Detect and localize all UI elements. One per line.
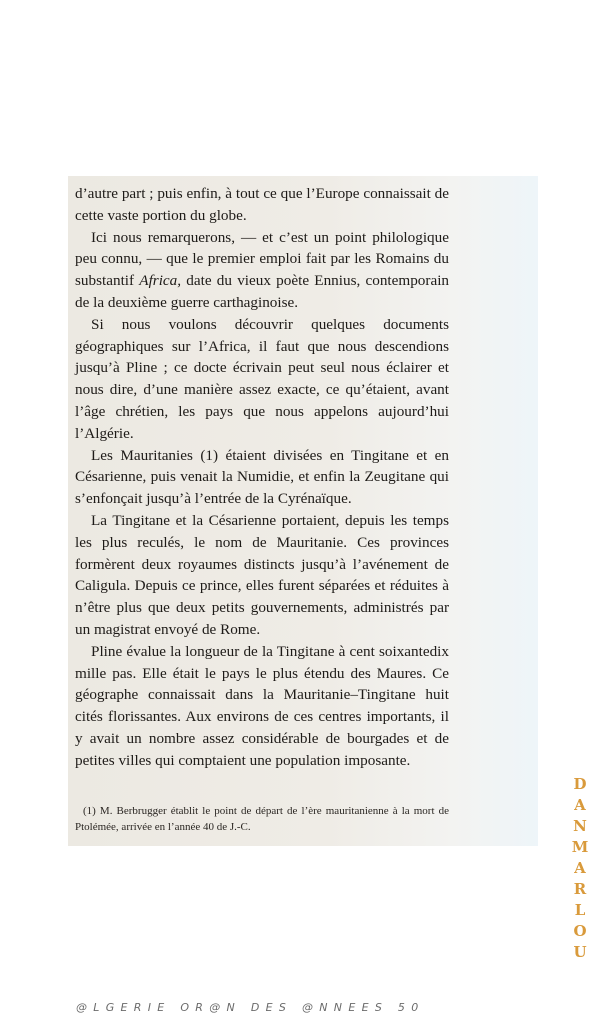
watermark-text: DANMARLOU xyxy=(571,775,589,964)
paragraph-5: La Tingitane et la Césarienne portaient, depuis les temps les plus reculés, le nom de Mauritanie. Ces provinces formèrent deux royaumes distincts jusqu’à l’avénement de Caligula. Depuis ce prince, elles furent séparées et réduites à n’être plus que deux petits gouvernements, administrés par un magistrat envoyé de Rome. xyxy=(75,511,449,638)
latin-term: Africa, xyxy=(139,272,182,290)
paragraph-3: Si nous voulons découvrir quelques documents géographiques sur l’Africa, il faut que nous descendions jusqu’à Pline ; ce docte écrivain peut seul nous éclairer et nous dire, d’une manière assez exacte, ce qu’étaient, avant l’âge chrétien, les pays que nous appelons aujourd’hui l’Algérie. xyxy=(75,315,449,442)
paragraph-6: Pline évalue la longueur de la Tingitane à cent soixantedix mille pas. Elle était le pays le plus étendu des Maures. Ce géographe connaissait dans la Mauritanie–Tingitane huit cités florissantes. Aux environs de ces centres importants, il y avait un nombre assez considérable de bourgades et de petites villes qui comptaient une population imposante. xyxy=(75,642,449,769)
bottom-banner: @LGERIE OR@N DES @NNEES 50 xyxy=(76,1001,425,1014)
footnote: (1) M. Berbrugger établit le point de départ de l’ère mauritanienne à la mort de Ptolémée, arrivée en l’année 40 de J.-C. xyxy=(75,805,449,833)
body-text xyxy=(75,183,449,772)
paragraph-1: d’autre part ; puis enfin, à tout ce que l’Europe connaissait de cette vaste portion du globe. xyxy=(75,185,449,224)
paragraph-2: Ici nous remarquerons, — et c’est un point philologique peu connu, — que le premier emploi fait par les Romains du substantif Africa, date du vieux poète Ennius, contemporain de la deuxième guerre carthaginoise. xyxy=(75,228,450,311)
paragraph-4: Les Mauritanies (1) étaient divisées en Tingitane et en Césarienne, puis venait la Numidie, et enfin la Zeugitane qui s’enfonçait jusqu’à l’entrée de la Cyrénaïque. xyxy=(75,446,449,508)
